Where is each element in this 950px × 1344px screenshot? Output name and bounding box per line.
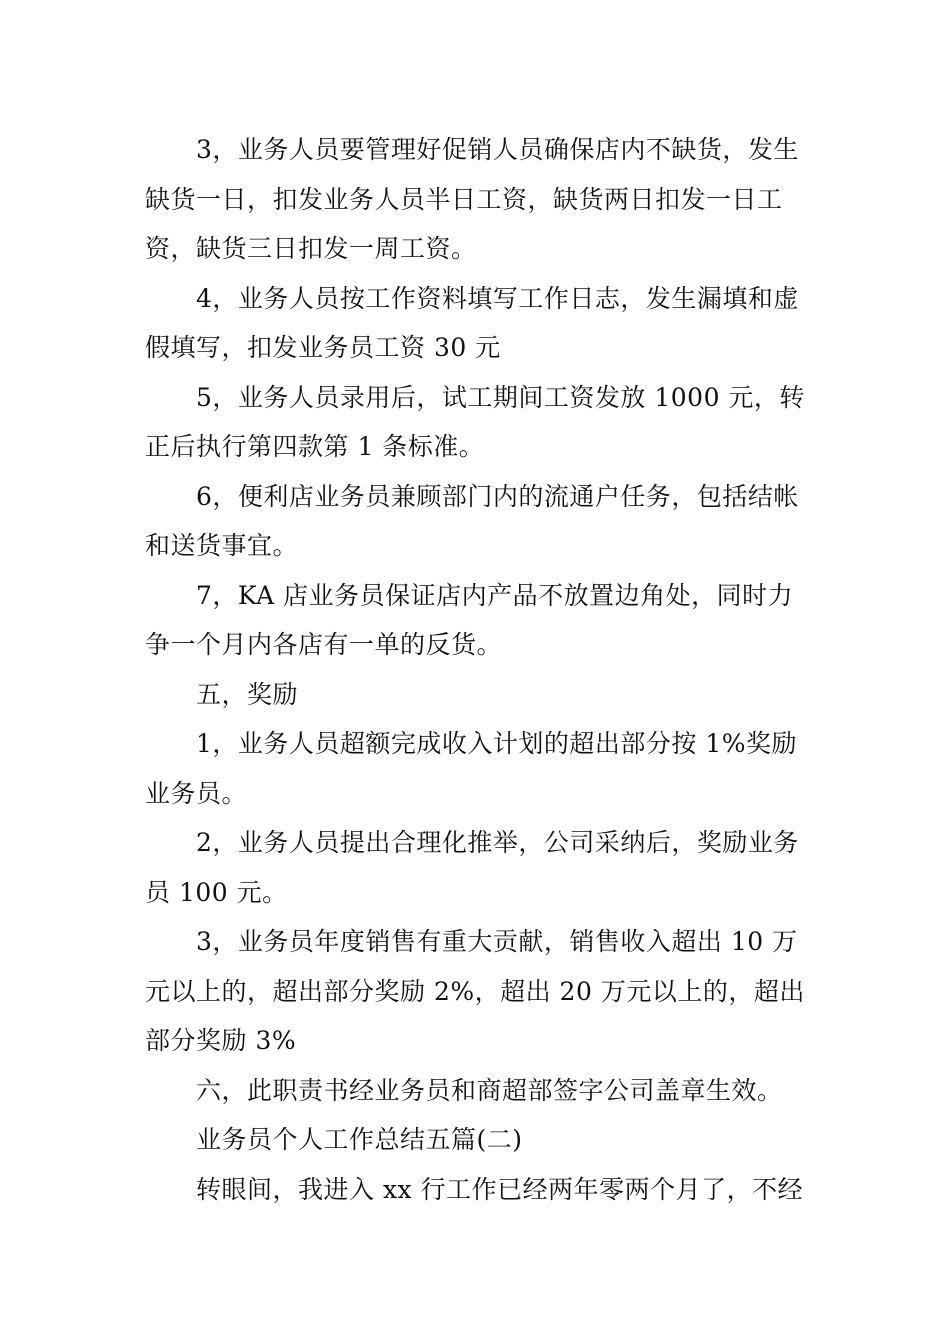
section-heading-rewards: 五，奖励 — [196, 679, 299, 709]
paragraph-rule-7: 7，KA 店业务员保证店内产品不放置边角处，同时力争一个月内各店有一单的反货。 — [145, 580, 794, 659]
paragraph-rule-6: 6，便利店业务员兼顾部门内的流通户任务，包括结帐和送货事宜。 — [145, 481, 799, 560]
paragraph-reward-1: 1，业务人员超额完成收入计划的超出部分按 1%奖励业务员。 — [145, 729, 798, 808]
article-title-part-two: 业务员个人工作总结五篇(二) — [196, 1125, 523, 1154]
paragraph-reward-3: 3，业务员年度销售有重大贡献，销售收入超出 10 万元以上的，超出部分奖励 2%，超出 20 万元以上的，超出部分奖励 3% — [145, 927, 805, 1055]
paragraph-reward-2: 2，业务人员提出合理化推举，公司采纳后，奖励业务员 100 元。 — [145, 828, 799, 907]
paragraph-rule-4: 4，业务人员按工作资料填写工作日志，发生漏填和虚假填写，扣发业务员工资 30 元 — [145, 283, 799, 362]
section-six-effective: 六，此职责书经业务员和商超部签字公司盖章生效。 — [196, 1075, 783, 1105]
paragraph-opening: 转眼间，我进入 xx 行工作已经两年零两个月了，不经 — [196, 1174, 804, 1204]
document-body — [145, 125, 810, 1214]
paragraph-rule-3: 3，业务人员要管理好促销人员确保店内不缺货，发生缺货一日，扣发业务人员半日工资，缺货两日扣发一日工资，缺货三日扣发一周工资。 — [145, 135, 799, 263]
paragraph-rule-5: 5，业务人员录用后，试工期间工资发放 1000 元，转正后执行第四款第 1 条标准。 — [145, 382, 805, 461]
